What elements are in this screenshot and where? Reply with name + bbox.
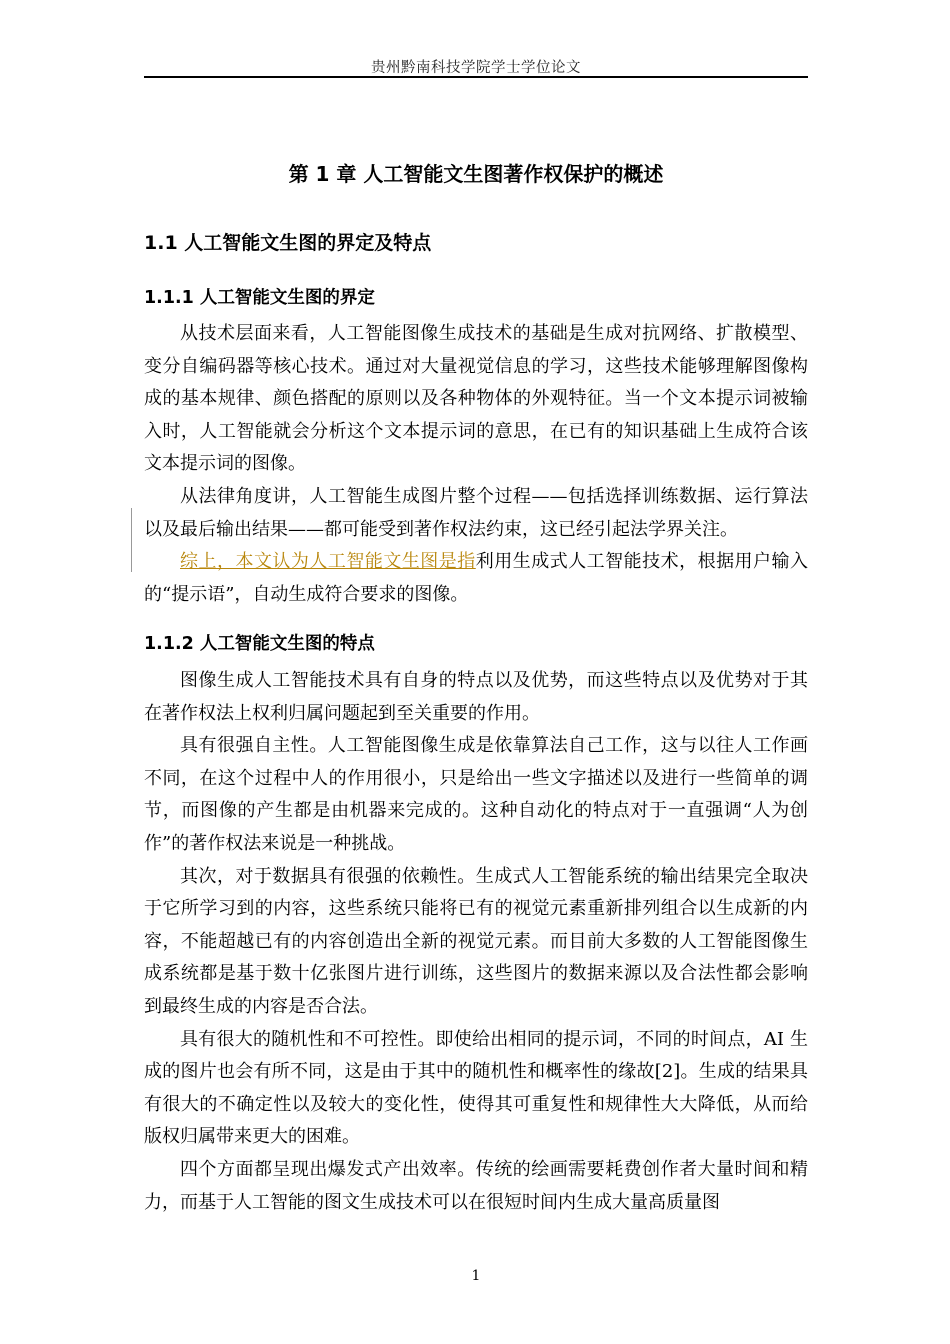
paragraph: [144, 546, 808, 611]
running-header: 贵州黔南科技学院学士学位论文: [371, 60, 581, 76]
paragraph: 从法律角度讲，人工智能生成图片整个过程——包括选择训练数据、运行算法以及最后输出结果——都可能受到著作权法约束，这已经引起法学界关注。: [144, 485, 808, 540]
paragraph: 从技术层面来看，人工智能图像生成技术的基础是生成对抗网络、扩散模型、变分自编码器等核心技术。通过对大量视觉信息的学习，这些技术能够理解图像构成的基本规律、颜色搭配的原则以及各种物体的外观特征。当一个文本提示词被输入时，人工智能就会分析这个文本提示词的意思，在已有的知识基础上生成符合该文本提示词的图像。: [144, 323, 808, 475]
paragraph-text: 利用生成式人工智能技术，根据用户输入的“提示语”，自动生成符合要求的图像。: [144, 551, 809, 605]
section-heading-1-1: 1.1 人工智能文生图的界定及特点: [144, 232, 432, 254]
chapter-title: 第 1 章 人工智能文生图著作权保护的概述: [288, 162, 664, 186]
paragraph: 具有很大的随机性和不可控性。即使给出相同的提示词，不同的时间点，AI 生成的图片也会有所不同，这是由于其中的随机性和概率性的缘故[2]。生成的结果具有很大的不确定性以及较大的变化性，使得其可重复性和规律性大大降低，从而给版权归属带来更大的困难。: [144, 1028, 808, 1148]
paragraph: 四个方面都呈现出爆发式产出效率。传统的绘画需要耗费创作者大量时间和精力，而基于人工智能的图文生成技术可以在很短时间内生成大量高质量图: [144, 1158, 808, 1213]
section-1-1-2-body: [144, 665, 808, 1219]
paragraph: 其次，对于数据具有很强的依赖性。生成式人工智能系统的输出结果完全取决于它所学习到的内容，这些系统只能将已有的视觉元素重新排列组合以生成新的内容，不能超越已有的内容创造出全新的视觉元素。而目前大多数的人工智能图像生成系统都是基于数十亿张图片进行训练，这些图片的数据来源以及合法性都会影响到最终生成的内容是否合法。: [144, 865, 808, 1017]
paragraph: 图像生成人工智能技术具有自身的特点以及优势，而这些特点以及优势对于其在著作权法上权利归属问题起到至关重要的作用。: [144, 670, 808, 724]
paragraph: 具有很强自主性。人工智能图像生成是依靠算法自己工作，这与以往人工作画不同，在这个过程中人的作用很小，只是给出一些文字描述以及进行一些简单的调节，而图像的产生都是由机器来完成的。这种自动化的特点对于一直强调“人为创作”的著作权法来说是一种挑战。: [144, 735, 808, 854]
revision-margin-bar: [131, 508, 132, 572]
tracked-change-highlight[interactable]: 综上，本文认为人工智能文生图是指: [180, 551, 476, 573]
page-number: 1: [471, 1268, 481, 1284]
section-heading-1-1-1: 1.1.1 人工智能文生图的界定: [144, 288, 375, 308]
section-1-1-1-body: [144, 318, 808, 611]
section-heading-1-1-2: 1.1.2 人工智能文生图的特点: [144, 634, 375, 654]
header-rule: [144, 76, 808, 78]
